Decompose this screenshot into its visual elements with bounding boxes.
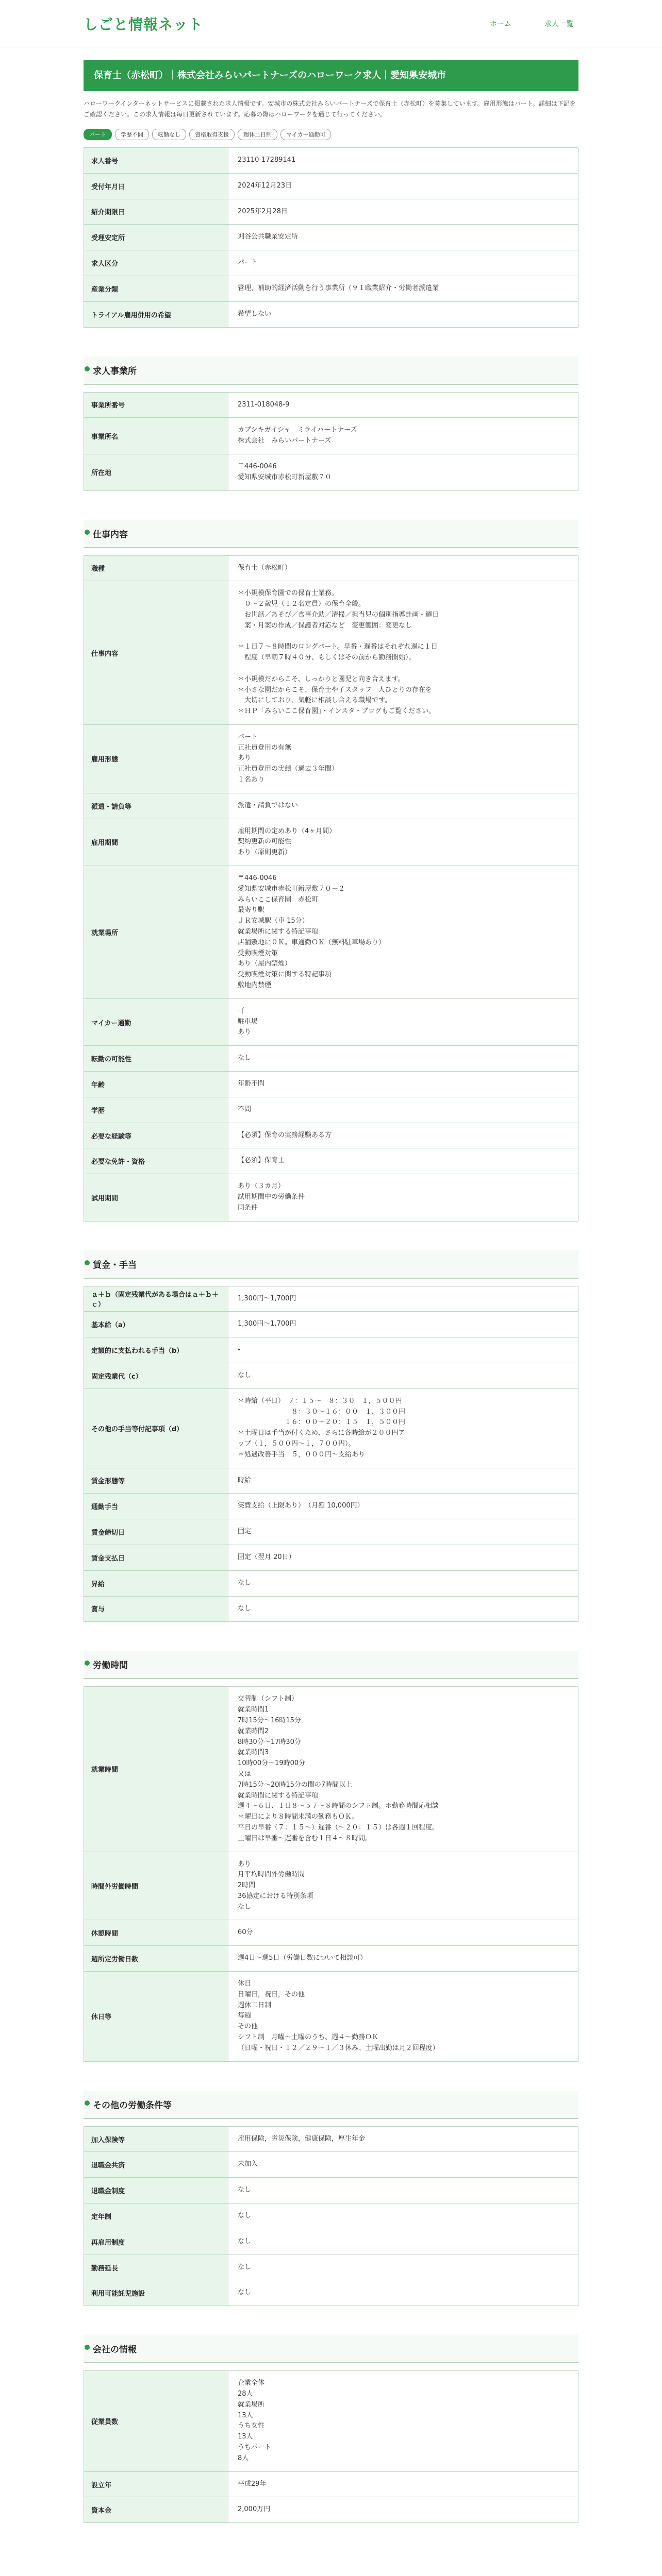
row-label: 紹介期限日 — [84, 199, 228, 225]
table-row — [84, 1363, 578, 1388]
tag-badge: 転勤なし — [152, 129, 186, 140]
row-value: ＊時給（平日） ７：１５～ ８：３０ １，５００円 ８：３０～１６：００ １，３００円 １６：００～２０：１５ １，５００円 ＊土曜日は手当が付くため、さらに各時給が２００円ア ップ（１，５００円～１，７００円）。 ＊処遇改善手当 ５，０００円～支給あり — [228, 1388, 578, 1468]
row-value: なし — [228, 1570, 578, 1596]
row-value: 雇用期間の定めあり（4ヶ月間） 契約更新の可能性 あり（原則更新） — [228, 819, 578, 866]
row-label: 利用可能託児施設 — [84, 2280, 228, 2306]
row-label: 事業所番号 — [84, 392, 228, 418]
section-bullet-icon — [85, 366, 90, 371]
main-nav — [490, 19, 573, 29]
job-table — [84, 555, 578, 1222]
row-label: その他の手当等付記事項（d） — [84, 1388, 228, 1468]
row-value: カブシキガイシャ ミライパートナーズ 株式会社 みらいパートナーズ — [228, 418, 578, 454]
row-value: 〒446-0046 愛知県安城市赤松町新屋敷７０－２ みらいここ保育園 赤松町 最寄り駅 ＪＲ安城駅（車 15分） 就業場所に関する特記事項 店舗敷地に０Ｋ。車通勤ＯＫ（無料駐車場あり） 受動喫煙対策 あり（屋内禁煙） 受動喫煙対策に関する特記事項 敷地内禁煙 — [228, 866, 578, 999]
section-office-heading: 求人事業所 — [84, 357, 578, 385]
row-value: 休日 日曜日，祝日，その他 週休二日制 毎週 その他 シフト制 月曜～土曜のうち、週４～勤務ＯＫ （日曜・祝日・１２／２９～１／３休み、土曜出勤は月２回程度） — [228, 1972, 578, 2062]
row-label: 加入保険等 — [84, 2126, 228, 2152]
row-value: 刈谷公共職業安定所 — [228, 225, 578, 250]
table-row — [84, 1468, 578, 1494]
row-label: 就業場所 — [84, 866, 228, 999]
table-row — [84, 1072, 578, 1097]
row-label: 賃金形態等 — [84, 1468, 228, 1494]
row-label: 時間外労働時間 — [84, 1852, 228, 1920]
row-value: なし — [228, 1596, 578, 1622]
row-value: 雇用保険，労災保険，健康保険，厚生年金 — [228, 2126, 578, 2152]
row-value: 可 駐車場 あり — [228, 998, 578, 1045]
section-bullet-icon — [85, 1260, 90, 1265]
row-label: 休日等 — [84, 1972, 228, 2062]
row-label: 受付年月日 — [84, 173, 228, 199]
row-label: ａ＋ｂ（固定残業代がある場合はａ＋ｂ＋ｃ） — [84, 1286, 228, 1312]
table-row — [84, 276, 578, 301]
table-row — [84, 1570, 578, 1596]
row-label: マイカー通勤 — [84, 998, 228, 1045]
table-row — [84, 418, 578, 454]
row-value: あり（３カ月） 試用期間中の労働条件 同条件 — [228, 1174, 578, 1221]
row-label: 賃金締切日 — [84, 1519, 228, 1545]
row-label: 週所定労働日数 — [84, 1946, 228, 1972]
row-value: 企業全体 28人 就業場所 13人 うち女性 13人 うちパート 8人 — [228, 2371, 578, 2471]
table-row — [84, 2255, 578, 2280]
tag-badge: マイカー通勤可 — [280, 129, 331, 140]
row-value: パート — [228, 250, 578, 276]
tag-badge: 週休二日制 — [238, 129, 277, 140]
row-value: なし — [228, 2178, 578, 2204]
table-row — [84, 2371, 578, 2471]
row-label: トライアル雇用併用の希望 — [84, 301, 228, 327]
table-row — [84, 301, 578, 327]
table-row — [84, 819, 578, 866]
tag-list — [84, 129, 578, 140]
table-row — [84, 199, 578, 225]
page-title: 保育士（赤松町）｜株式会社みらいパートナーズのハローワーク求人｜愛知県安城市 — [84, 60, 578, 91]
table-row — [84, 2152, 578, 2178]
company-table — [84, 2370, 578, 2523]
row-value: 管理，補助的経済活動を行う事業所（９１職業紹介・労働者派遣業 — [228, 276, 578, 301]
row-label: 受理安定所 — [84, 225, 228, 250]
row-label: 仕事内容 — [84, 581, 228, 725]
row-label: 賃金支払日 — [84, 1545, 228, 1570]
row-label: 年齢 — [84, 1072, 228, 1097]
row-label: 賞与 — [84, 1596, 228, 1622]
row-label: 資本金 — [84, 2497, 228, 2523]
table-row — [84, 724, 578, 793]
row-label: 求人番号 — [84, 147, 228, 173]
row-label: 求人区分 — [84, 250, 228, 276]
row-value: なし — [228, 1363, 578, 1388]
row-value: 2,000万円 — [228, 2497, 578, 2523]
row-value: 希望しない — [228, 301, 578, 327]
row-value: - — [228, 1337, 578, 1363]
table-row — [84, 1687, 578, 1852]
table-row — [84, 1337, 578, 1363]
table-row — [84, 2229, 578, 2255]
row-label: 就業時間 — [84, 1687, 228, 1852]
row-value: 不問 — [228, 1097, 578, 1123]
table-row — [84, 2126, 578, 2152]
row-label: 産業分類 — [84, 276, 228, 301]
wage-table — [84, 1286, 578, 1622]
row-value: なし — [228, 1046, 578, 1072]
row-value: 2311-018048-9 — [228, 392, 578, 418]
row-label: 再雇用制度 — [84, 2229, 228, 2255]
table-row — [84, 1852, 578, 1920]
table-row — [84, 555, 578, 581]
row-label: 基本給（a） — [84, 1312, 228, 1337]
row-value: 23110-17289141 — [228, 147, 578, 173]
section-job-heading: 仕事内容 — [84, 520, 578, 548]
nav-home-link[interactable]: ホーム — [490, 20, 511, 28]
table-row — [84, 1312, 578, 1337]
row-value: なし — [228, 2229, 578, 2255]
row-label: 必要な免許・資格 — [84, 1148, 228, 1174]
table-row — [84, 1946, 578, 1972]
row-value: 【必須】保育の実務経験ある方 — [228, 1123, 578, 1148]
row-value: なし — [228, 2204, 578, 2229]
row-label: 雇用期間 — [84, 819, 228, 866]
hours-table — [84, 1686, 578, 2061]
table-row — [84, 173, 578, 199]
row-value: 派遣・請負ではない — [228, 793, 578, 819]
row-label: 転勤の可能性 — [84, 1046, 228, 1072]
row-value: 2024年12月23日 — [228, 173, 578, 199]
row-label: 事業所名 — [84, 418, 228, 454]
row-value: 平成29年 — [228, 2471, 578, 2497]
row-value: あり 月平均時間外労働時間 2時間 36協定における特別条項 なし — [228, 1852, 578, 1920]
section-bullet-icon — [85, 1660, 90, 1666]
tag-badge: 学歴不問 — [115, 129, 149, 140]
table-row — [84, 2204, 578, 2229]
row-value: 〒446-0046 愛知県安城市赤松町新屋敷７０ — [228, 454, 578, 490]
section-hours-heading: 労働時間 — [84, 1651, 578, 1679]
table-row — [84, 2178, 578, 2204]
table-row — [84, 250, 578, 276]
table-row — [84, 1920, 578, 1946]
row-value: 交替制（シフト制） 就業時間1 7時15分〜16時15分 就業時間2 8時30分〜17時30分 就業時間3 10時00分〜19時00分 又は 7時15分〜20時15分の間の7時間以上 就業時間に関する特記事項 週４～６日、１日８～５７～８時間のシフト制。＊勤務時間応相談 ＊曜日により８時間未満の勤務もＯＫ。 平日の早番（７：１５～）遅番（～２０：１５）は各週１回程度。 土曜日は早番～遅番を含む１日４～８時間。 — [228, 1687, 578, 1852]
row-label: 勤務延長 — [84, 2255, 228, 2280]
row-value: 時給 — [228, 1468, 578, 1494]
row-label: 学歴 — [84, 1097, 228, 1123]
section-bullet-icon — [85, 2100, 90, 2106]
table-row — [84, 2471, 578, 2497]
table-row — [84, 1545, 578, 1570]
row-label: 通勤手当 — [84, 1494, 228, 1519]
site-header — [0, 0, 662, 47]
row-value: 未加入 — [228, 2152, 578, 2178]
section-other-heading: その他の労働条件等 — [84, 2091, 578, 2119]
tag-badge: 資格取得支援 — [189, 129, 235, 140]
table-row — [84, 454, 578, 490]
row-value: なし — [228, 2255, 578, 2280]
row-label: 従業員数 — [84, 2371, 228, 2471]
table-row — [84, 1286, 578, 1312]
table-row — [84, 1123, 578, 1148]
table-row — [84, 392, 578, 418]
row-label: 退職金制度 — [84, 2178, 228, 2204]
intro-text: ハローワークインターネットサービスに掲載された求人情報です。安城市の株式会社みらいパートナーズで保育士（赤松町）を募集しています。雇用形態はパート。詳細は下記をご確認ください。この求人情報は毎日更新されています。応募の際はハローワークを通じて行ってください。 — [84, 100, 576, 118]
section-wage-heading: 賃金・手当 — [84, 1250, 578, 1279]
table-row — [84, 1519, 578, 1545]
office-table — [84, 392, 578, 491]
table-row — [84, 225, 578, 250]
row-value: パート 正社員登用の有無 あり 正社員登用の実績（過去３年間） １名あり — [228, 724, 578, 793]
row-label: 昇給 — [84, 1570, 228, 1596]
row-label: 定年制 — [84, 2204, 228, 2229]
table-row — [84, 2497, 578, 2523]
row-label: 固定残業代（c） — [84, 1363, 228, 1388]
table-row — [84, 866, 578, 999]
row-value: 2025年2月28日 — [228, 199, 578, 225]
row-value: 週4日〜週5日（労働日数について相談可） — [228, 1946, 578, 1972]
table-row — [84, 1148, 578, 1174]
other-conditions-table — [84, 2126, 578, 2307]
table-row — [84, 2280, 578, 2306]
table-row — [84, 1388, 578, 1468]
tag-badge: パート — [84, 129, 112, 140]
row-label: 所在地 — [84, 454, 228, 490]
table-row — [84, 998, 578, 1045]
row-value: 【必須】保育士 — [228, 1148, 578, 1174]
row-label: 職種 — [84, 555, 228, 581]
table-row — [84, 581, 578, 725]
row-value: ＊小規模保育園での保育士業務。 ０～２歳児（１２名定員）の保育全般。 お世話／あそび／食事介助／清掃／担当児の個別指導計画・週日 案・月案の作成／保護者対応など 変更範囲：変更なし ＊１日７～８時間のロングパート。早番・遅番はそれぞれ週に１日 程度（早朝７時４０分、もしくはその前から勤務開始）。 ＊小規模だからこそ、しっかりと園児と向き合えます。 ＊小さな園だからこそ、保育士や子スタッフ一人ひとりの存在を 大切にしており、気軽に相談し合える職場です。 ＊ＨＰ「みらいここ保育園」・インスタ・ブログもご覧ください。 — [228, 581, 578, 725]
section-company-heading: 会社の情報 — [84, 2335, 578, 2363]
table-row — [84, 1596, 578, 1622]
row-label: 試用期間 — [84, 1174, 228, 1221]
row-label: 退職金共済 — [84, 2152, 228, 2178]
main-content — [84, 60, 578, 2523]
section-bullet-icon — [85, 2345, 90, 2350]
section-bullet-icon — [85, 530, 90, 535]
row-value: 年齢不問 — [228, 1072, 578, 1097]
row-value: 1,300円〜1,700円 — [228, 1286, 578, 1312]
row-value: 固定 — [228, 1519, 578, 1545]
table-row — [84, 1494, 578, 1519]
site-logo[interactable]: しごと情報ネット — [84, 16, 204, 33]
row-label: 派遣・請負等 — [84, 793, 228, 819]
nav-job-list-link[interactable]: 求人一覧 — [544, 20, 573, 28]
row-label: 定額的に支払われる手当（b） — [84, 1337, 228, 1363]
row-value: 実費支給（上限あり） （月額 10,000円） — [228, 1494, 578, 1519]
row-label: 雇用形態 — [84, 724, 228, 793]
row-label: 設立年 — [84, 2471, 228, 2497]
table-row — [84, 1097, 578, 1123]
row-label: 休憩時間 — [84, 1920, 228, 1946]
table-row — [84, 793, 578, 819]
row-value: 保育士（赤松町） — [228, 555, 578, 581]
row-label: 必要な経験等 — [84, 1123, 228, 1148]
row-value: 1,300円〜1,700円 — [228, 1312, 578, 1337]
table-row — [84, 1174, 578, 1221]
row-value: 60分 — [228, 1920, 578, 1946]
table-row — [84, 1046, 578, 1072]
table-row — [84, 1972, 578, 2062]
row-value: 固定（翌月 20日） — [228, 1545, 578, 1570]
row-value: なし — [228, 2280, 578, 2306]
table-row — [84, 147, 578, 173]
basic-info-table — [84, 147, 578, 328]
